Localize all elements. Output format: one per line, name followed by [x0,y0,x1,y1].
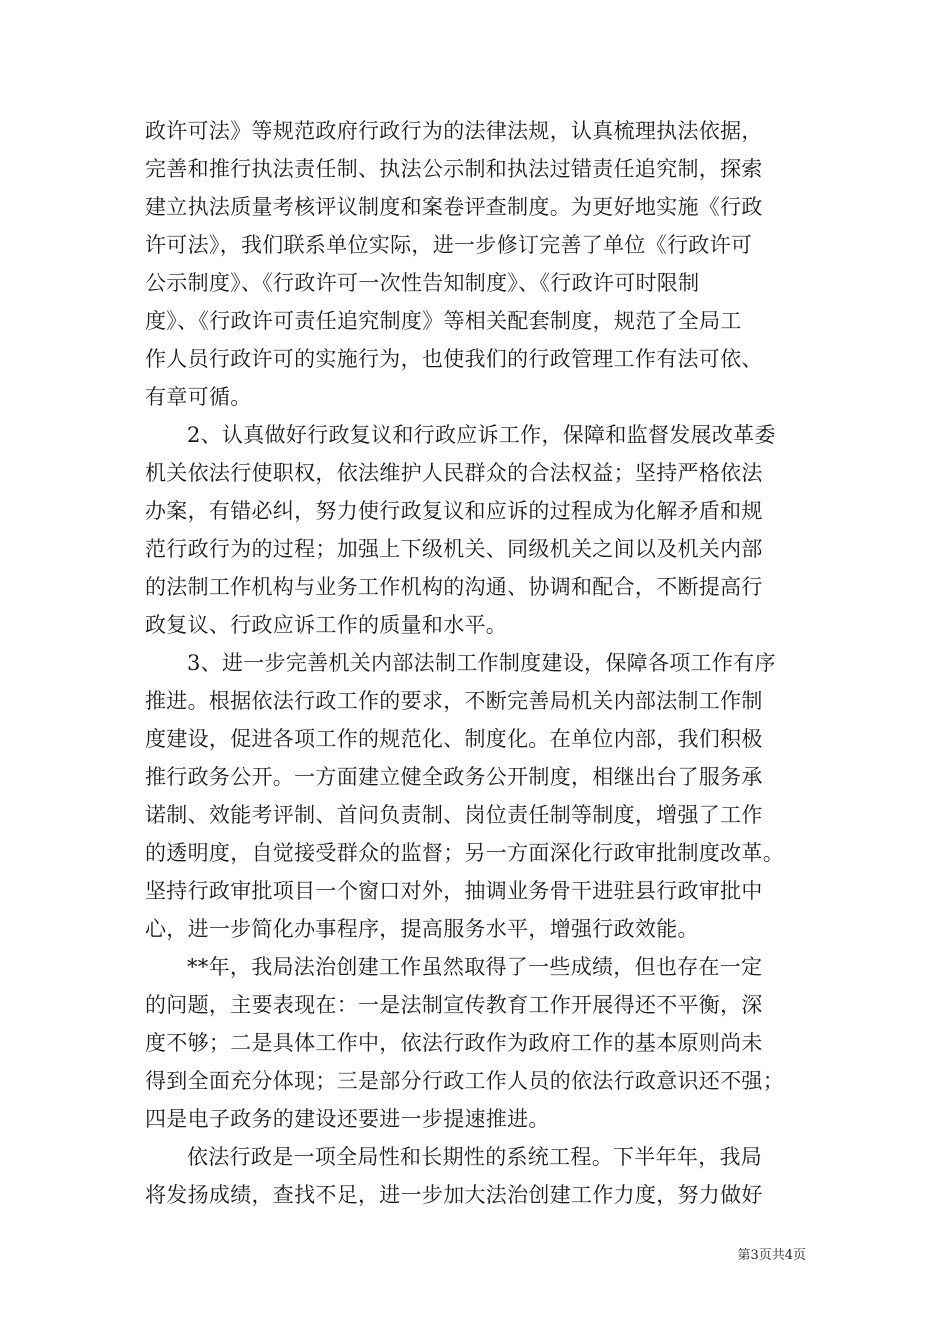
text-line: 度不够；二是具体工作中，依法行政作为政府工作的基本原则尚未 [145,1031,763,1055]
document-body [145,112,825,1214]
text-line: 建立执法质量考核评议制度和案卷评查制度。为更好地实施《行政 [145,195,763,219]
page-footer: 第3页共4页 [737,1248,806,1263]
text-line: 得到全面充分体现；三是部分行政工作人员的依法行政意识还不强； [145,1069,784,1093]
text-line: 将发扬成绩，查找不足，进一步加大法治创建工作力度，努力做好 [145,1183,763,1207]
text-line: **年，我局法治创建工作虽然取得了一些成绩，但也存在一定 [187,955,763,979]
text-line: 政复议、行政应诉工作的质量和水平。 [145,613,508,637]
text-line: 3、进一步完善机关内部法制工作制度建设，保障各项工作有序 [187,651,776,675]
text-line: 的法制工作机构与业务工作机构的沟通、协调和配合，不断提高行 [145,575,763,599]
text-line: 推行政务公开。一方面建立健全政务公开制度，相继出台了服务承 [145,765,763,789]
text-line: 办案，有错必纠，努力使行政复议和应诉的过程成为化解矛盾和规 [145,499,763,523]
text-line: 依法行政是一项全局性和长期性的系统工程。下半年年，我局 [187,1145,763,1169]
text-line: 有章可循。 [145,385,252,409]
text-line: 心，进一步简化办事程序，提高服务水平，增强行政效能。 [145,917,699,941]
text-line: 机关依法行使职权，依法维护人民群众的合法权益；坚持严格依法 [145,461,763,485]
text-line: 许可法》，我们联系单位实际，进一步修订完善了单位《行政许可 [145,233,753,257]
text-line: 作人员行政许可的实施行为，也使我们的行政管理工作有法可依、 [145,347,763,371]
text-line: 公示制度》、《行政许可一次性告知制度》、《行政许可时限制 [145,271,700,295]
text-line: 坚持行政审批项目一个窗口对外，抽调业务骨干进驻县行政审批中 [145,879,763,903]
text-line: 的透明度，自觉接受群众的监督；另一方面深化行政审批制度改革。 [145,841,784,865]
text-line: 度建设，促进各项工作的规范化、制度化。在单位内部，我们积极 [145,727,763,751]
text-line: 四是电子政务的建设还要进一步提速推进。 [145,1107,550,1131]
text-line: 推进。根据依法行政工作的要求，不断完善局机关内部法制工作制 [145,689,763,713]
text-line: 政许可法》等规范政府行政行为的法律法规，认真梳理执法依据， [145,119,763,143]
text-line: 范行政行为的过程；加强上下级机关、同级机关之间以及机关内部 [145,537,763,561]
text-line: 完善和推行执法责任制、执法公示制和执法过错责任追究制，探索 [145,157,763,181]
text-line: 度》、《行政许可责任追究制度》等相关配套制度，规范了全局工 [145,309,742,333]
text-line: 诺制、效能考评制、首问负责制、岗位责任制等制度，增强了工作 [145,803,763,827]
text-line: 2、认真做好行政复议和行政应诉工作，保障和监督发展改革委 [187,423,776,447]
text-line: 的问题，主要表现在：一是法制宣传教育工作开展得还不平衡，深 [145,993,763,1017]
